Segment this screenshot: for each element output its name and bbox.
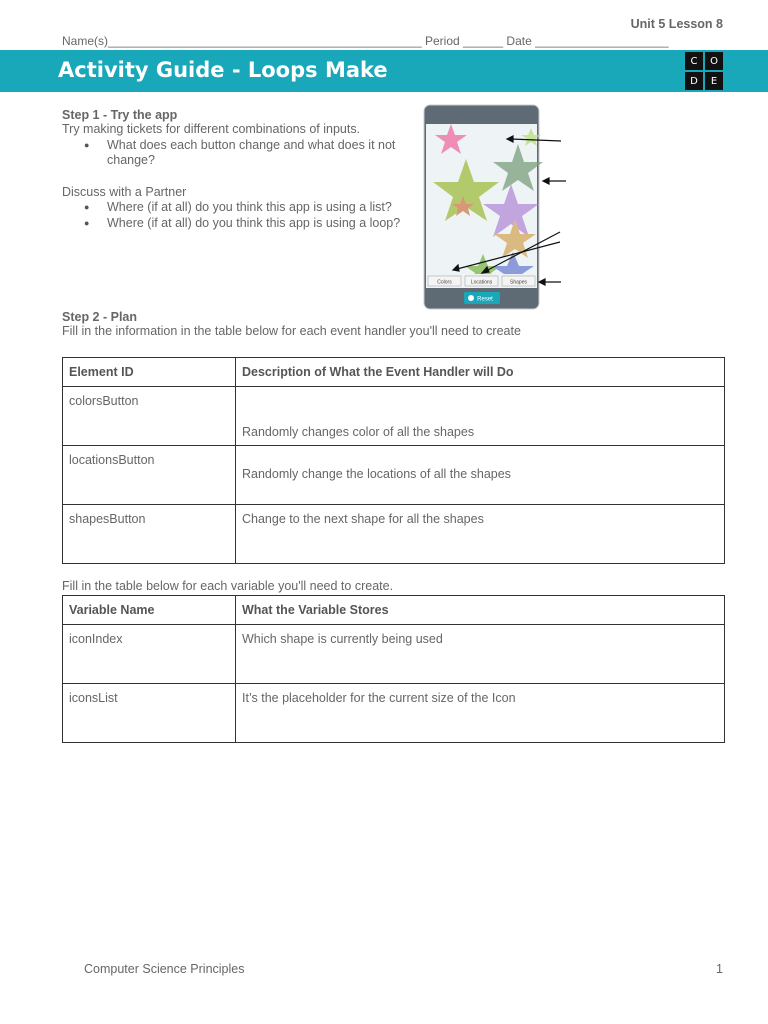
discuss-heading: Discuss with a Partner <box>62 184 187 199</box>
colors-button-label: Colors <box>437 279 452 286</box>
table-cell[interactable]: It’s the placeholder for the current size of the Icon <box>236 684 725 743</box>
event-handler-table <box>62 357 725 564</box>
table-cell[interactable]: colorsButton <box>63 387 236 446</box>
column-header: Element ID <box>63 358 236 387</box>
table-cell[interactable]: Randomly changes color of all the shapes <box>236 387 725 446</box>
table-cell[interactable]: iconIndex <box>63 625 236 684</box>
table-cell[interactable]: iconsList <box>63 684 236 743</box>
table-row <box>63 625 725 684</box>
table-cell[interactable]: Which shape is currently being used <box>236 625 725 684</box>
table-row <box>63 446 725 505</box>
app-preview-image <box>423 104 573 310</box>
table-row <box>63 684 725 743</box>
footer-course-name: Computer Science Principles <box>84 962 245 976</box>
step1-bullet-list <box>62 138 412 169</box>
step2-intro: Fill in the information in the table below for each event handler you'll need to create <box>62 324 521 338</box>
step1-intro: Try making tickets for different combinations of inputs. <box>62 122 361 136</box>
step1-section <box>62 108 412 231</box>
code-org-logo <box>685 52 723 90</box>
page-title: Activity Guide - Loops Make <box>58 58 388 82</box>
table-header-row <box>63 358 725 387</box>
table-header-row <box>63 596 725 625</box>
logo-letter: O <box>705 52 723 70</box>
table-cell[interactable]: Randomly change the locations of all the shapes <box>236 446 725 505</box>
list-item: ● What does each button change and what does it not change? <box>62 138 412 169</box>
shapes-button-label: Shapes <box>510 279 527 286</box>
locations-button-label: Locations <box>470 279 493 286</box>
reset-icon <box>468 295 474 301</box>
variable-table <box>62 595 725 743</box>
name-period-date-line: Name(s)_______________________________________________ Period ______ Date ____________________ <box>62 34 669 48</box>
logo-letter: E <box>705 72 723 90</box>
table-row <box>63 505 725 564</box>
logo-letter: D <box>685 72 703 90</box>
step2-section <box>62 310 742 340</box>
list-item: ● Where (if at all) do you think this app is using a list? <box>62 200 412 216</box>
step2-heading: Step 2 - Plan <box>62 310 138 324</box>
step1-heading: Step 1 - Try the app <box>62 108 178 122</box>
discuss-bullet-list <box>62 200 412 231</box>
logo-letter: C <box>685 52 703 70</box>
unit-lesson-label: Unit 5 Lesson 8 <box>630 17 723 31</box>
page-number: 1 <box>716 962 723 976</box>
table-cell[interactable]: shapesButton <box>63 505 236 564</box>
table-row <box>63 387 725 446</box>
column-header: Description of What the Event Handler will Do <box>236 358 725 387</box>
table-cell[interactable]: locationsButton <box>63 446 236 505</box>
list-item: ● Where (if at all) do you think this app is using a loop? <box>62 216 412 232</box>
variable-table-intro: Fill in the table below for each variable you'll need to create. <box>62 579 394 593</box>
reset-button-label: Reset <box>477 296 493 303</box>
column-header: What the Variable Stores <box>236 596 725 625</box>
app-screenshot <box>423 104 573 310</box>
table-cell[interactable]: Change to the next shape for all the shapes <box>236 505 725 564</box>
column-header: Variable Name <box>63 596 236 625</box>
